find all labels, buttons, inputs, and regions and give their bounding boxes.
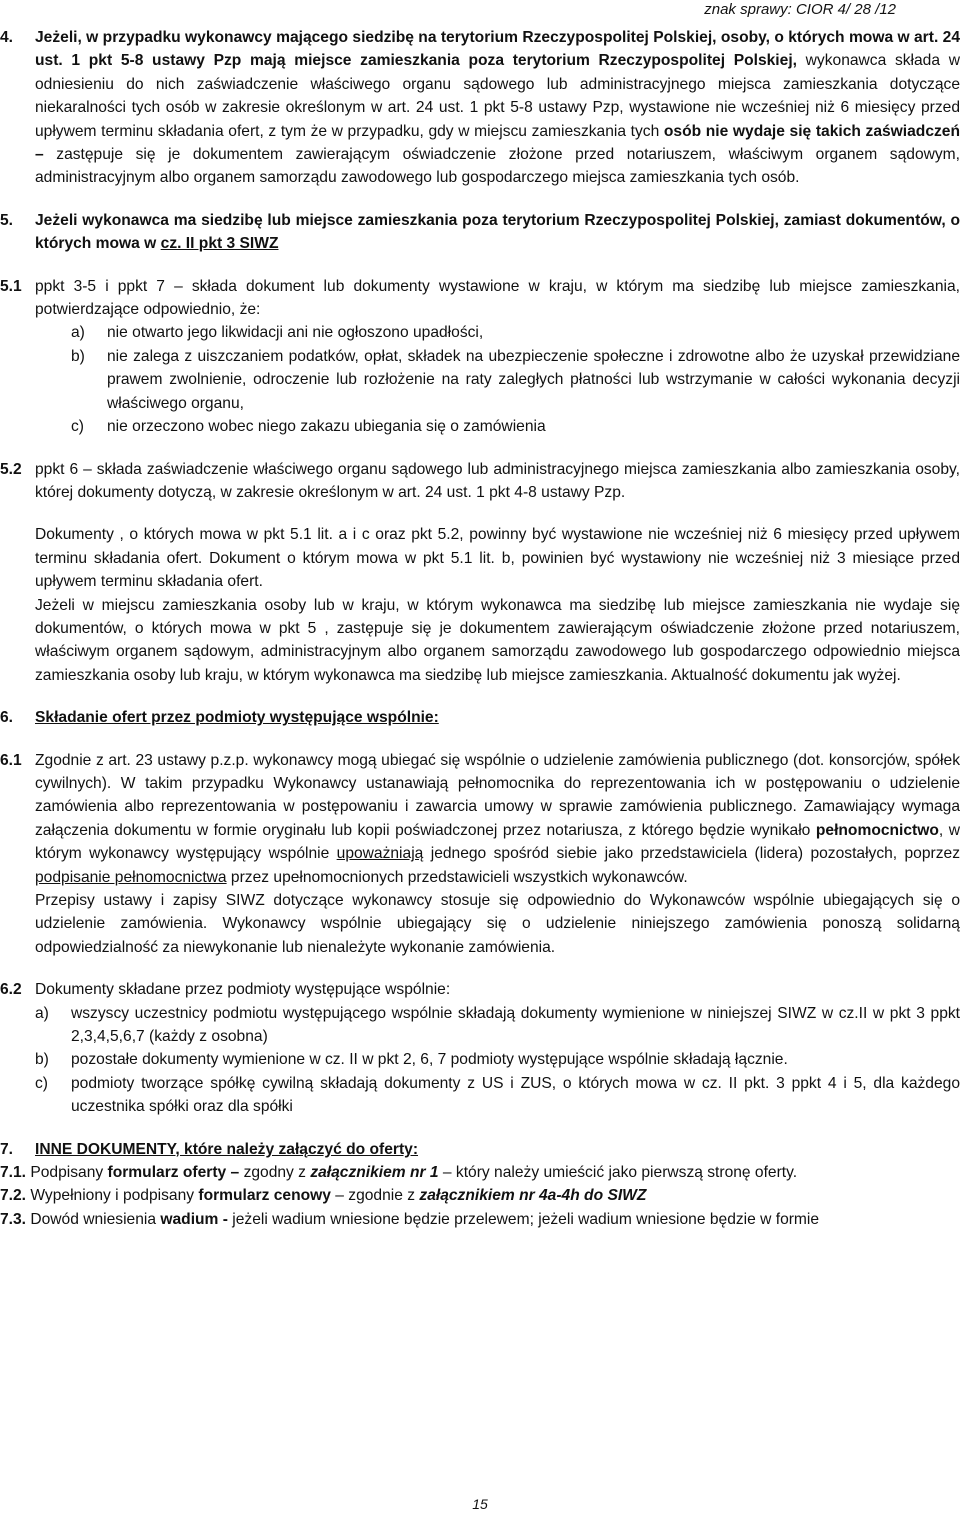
page-number: 15 [472,1496,488,1512]
section-4-text-cont: zastępuje się je dokumentem zawierającym oświadczenie złożone przed notariuszem, właściwym organem sądowym, administracyjnym albo organem samorządu zawodowego lub gospodarczego miejsca zamieszkania tych osób. [35,146,960,187]
section-7 [0,1138,960,1161]
document-content [0,26,960,1231]
section-5-1-list [0,321,960,438]
list-item: a) nie otwarto jego likwidacji ani nie ogłoszono upadłości, [71,324,484,342]
section-7-1-number: 7.1. [0,1164,27,1182]
section-5-2 [0,458,960,505]
section-7-3-number: 7.3. [0,1210,27,1228]
section-6-1: 6.1 Zgodnie z art. 23 ustawy p.z.p. wykonawcy mogą ubiegać się wspólnie o udzielenie zamówienia publicznego (dot. konsorcjów, spółek cywilnych). W takim przypadku Wykonawcy ustanawiają pełnomocnika do reprezentowania ich w postępowaniu o udzielenie zamówienia albo reprezentowania w postępowaniu i zawarcia umowy w sprawie zamówienia publicznego. Zamawiający wymaga załączenia dokumentu w formie oryginału lub kopii poświadczonej przez notariusza, z którego będzie wynikało pełnomocnictwo, w którym wykonawcy występujący wspólnie upoważniają jednego spośród siebie jako przedstawiciela (lidera) pozostałych, poprzez podpisanie pełnomocnictwa przez upełnomocnionych przedstawicieli wszystkich wykonawców. [0,749,960,889]
section-7-number: 7. [0,1140,14,1158]
section-5-2-number: 5.2 [0,460,22,478]
list-item: b) nie zalega z uiszczaniem podatków, opłat, składek na ubezpieczenie społeczne i zdrowotne albo że uzyskał przewidziane prawem zwolnienie, odroczenie lub rozłożenie na raty zaległych płatności lub wstrzymanie w całości wykonania decyzji właściwego organu, [71,347,960,412]
section-5-title: Jeżeli wykonawca ma siedzibę lub miejsce zamieszkania poza terytorium Rzeczypospolitej Polskiej, zamiast dokumentów, o których mowa w [35,211,960,253]
section-5 [0,209,960,256]
section-6-2-number: 6.2 [0,981,22,999]
section-6-1-bold: pełnomocnictwo [815,821,939,839]
section-4 [0,26,960,190]
list-item: a) wszyscy uczestnicy podmiotu występującego wspólnie składają dokumenty wymienione w niniejszej SIWZ w cz.II w pkt 3 ppkt 2,3,4,5,6,7 (każdy z osobna) [35,1004,960,1046]
section-4-text: wykonawca składa w odniesieniu do nich zaświadczenie właściwego organu sądowego lub administracyjnego miejsca zamieszkania dotyczące niekaralności tych osób w zakresie określonym w art. 24 ust. 1 pkt 5-8 ustawy Pzp, wystawione nie wcześniej niż 6 miesięcy przed upływem terminu składania ofert, z tym że w przypadku, gdy w miejscu zamieszkania tych [35,52,960,140]
section-6-1-underline-1: upoważniają [336,845,424,863]
section-6-1-number: 6.1 [0,751,22,769]
section-5-1-number: 5.1 [0,277,22,295]
section-6-1-underline-2: podpisanie pełnomocnictwa [35,868,227,886]
section-6-2-text: Dokumenty składane przez podmioty występujące wspólnie: [35,981,451,999]
section-4-number: 4. [0,29,14,46]
section-5-title-ref: cz. II pkt 3 SIWZ [160,235,279,253]
case-number-header: znak sprawy: CIOR 4/ 28 /12 [704,1,896,18]
section-4-title: Jeżeli, w przypadku wykonawcy mającego siedzibę na terytorium Rzeczypospolitej Polskiej, osoby, o których mowa w art. 24 ust. 1 pkt 5-8 ustawy Pzp mają miejsce zamieszkania poza terytorium Rzeczypospolitej Polskiej, [35,29,960,70]
section-5-2-validity: Dokumenty , o których mowa w pkt 5.1 lit. a i c oraz pkt 5.2, powinny być wystawione nie wcześniej niż 6 miesięcy przed upływem terminu składania ofert. Dokument o którym mowa w pkt 5.1 lit. b, powinien być wystawiony nie wcześniej niż 3 miesiące przed upływem terminu składania ofert. [35,526,960,591]
section-6-2-list [0,1002,960,1119]
section-5-2-text: ppkt 6 – składa zaświadczenie właściwego organu sądowego lub administracyjnego miejsca zamieszkania albo zamieszkania osoby, której dokumenty dotyczą, w zakresie określonym w art. 24 ust. 1 pkt 4-8 ustawy Pzp. [35,460,960,501]
section-6 [0,706,960,729]
list-item: c) nie orzeczono wobec niego zakazu ubiegania się o zamówienia [71,418,546,436]
section-7-2: 7.2. Wypełniony i podpisany formularz cenowy – zgodnie z załącznikiem nr 4a-4h do SIWZ [0,1187,647,1205]
list-item: c) podmioty tworzące spółkę cywilną składają dokumenty z US i ZUS, o których mowa w cz. II pkt. 3 ppkt 4 i 5, dla każdego uczestnika spółki oraz dla spółki [35,1074,960,1116]
section-5-2-substitute: Jeżeli w miejscu zamieszkania osoby lub w kraju, w którym wykonawca ma siedzibę lub miejsce zamieszkania nie wydaje się dokumentów, o których mowa w pkt 5 , zastępuje się je dokumentem zawierającym oświadczenie złożone przed notariuszem, właściwym organem sądowym, administracyjnym albo organem samorządu zawodowego lub gospodarczego odpowiednio miejsca zamieszkania osoby lub kraju, w którym wykonawca ma siedzibę lub miejsce zamieszkania. Aktualność dokumentu jak wyżej. [35,596,960,684]
section-4-bold: osób nie wydaje się takich zaświadczeń – [35,122,960,164]
section-6-2 [0,978,960,1001]
section-6-1-rules: Przepisy ustawy i zapisy SIWZ dotyczące wykonawcy stosuje się odpowiednio do Wykonawców wspólnie ubiegających się o udzielenie zamówienia. Wykonawcy wspólnie ubiegający się o udzielenie niniejszego zamówienia ponoszą solidarną odpowiedzialność za niewykonanie lub nienależyte wykonanie zamówienia. [35,892,960,956]
section-5-number: 5. [0,211,14,229]
section-6-title: Składanie ofert przez podmioty występujące wspólnie: [35,709,439,727]
section-5-1 [0,275,960,322]
section-6-number: 6. [0,709,14,727]
section-7-3: 7.3. Dowód wniesienia wadium - jeżeli wadium wniesione będzie przelewem; jeżeli wadium wniesione będzie w formie [0,1210,820,1228]
section-5-1-text: ppkt 3-5 i ppkt 7 – składa dokument lub dokumenty wystawione w kraju, w którym ma siedzibę lub miejsce zamieszkania, potwierdzające odpowiednio, że: [35,277,960,319]
section-7-2-number: 7.2. [0,1187,27,1205]
section-7-1: 7.1. Podpisany formularz oferty – zgodny z załącznikiem nr 1 – który należy umieścić jako pierwszą stronę oferty. [0,1164,798,1182]
section-7-title: INNE DOKUMENTY, które należy załączyć do oferty: [35,1140,419,1158]
list-item: b) pozostałe dokumenty wymienione w cz. II w pkt 2, 6, 7 podmioty występujące wspólnie składają łącznie. [35,1051,788,1069]
